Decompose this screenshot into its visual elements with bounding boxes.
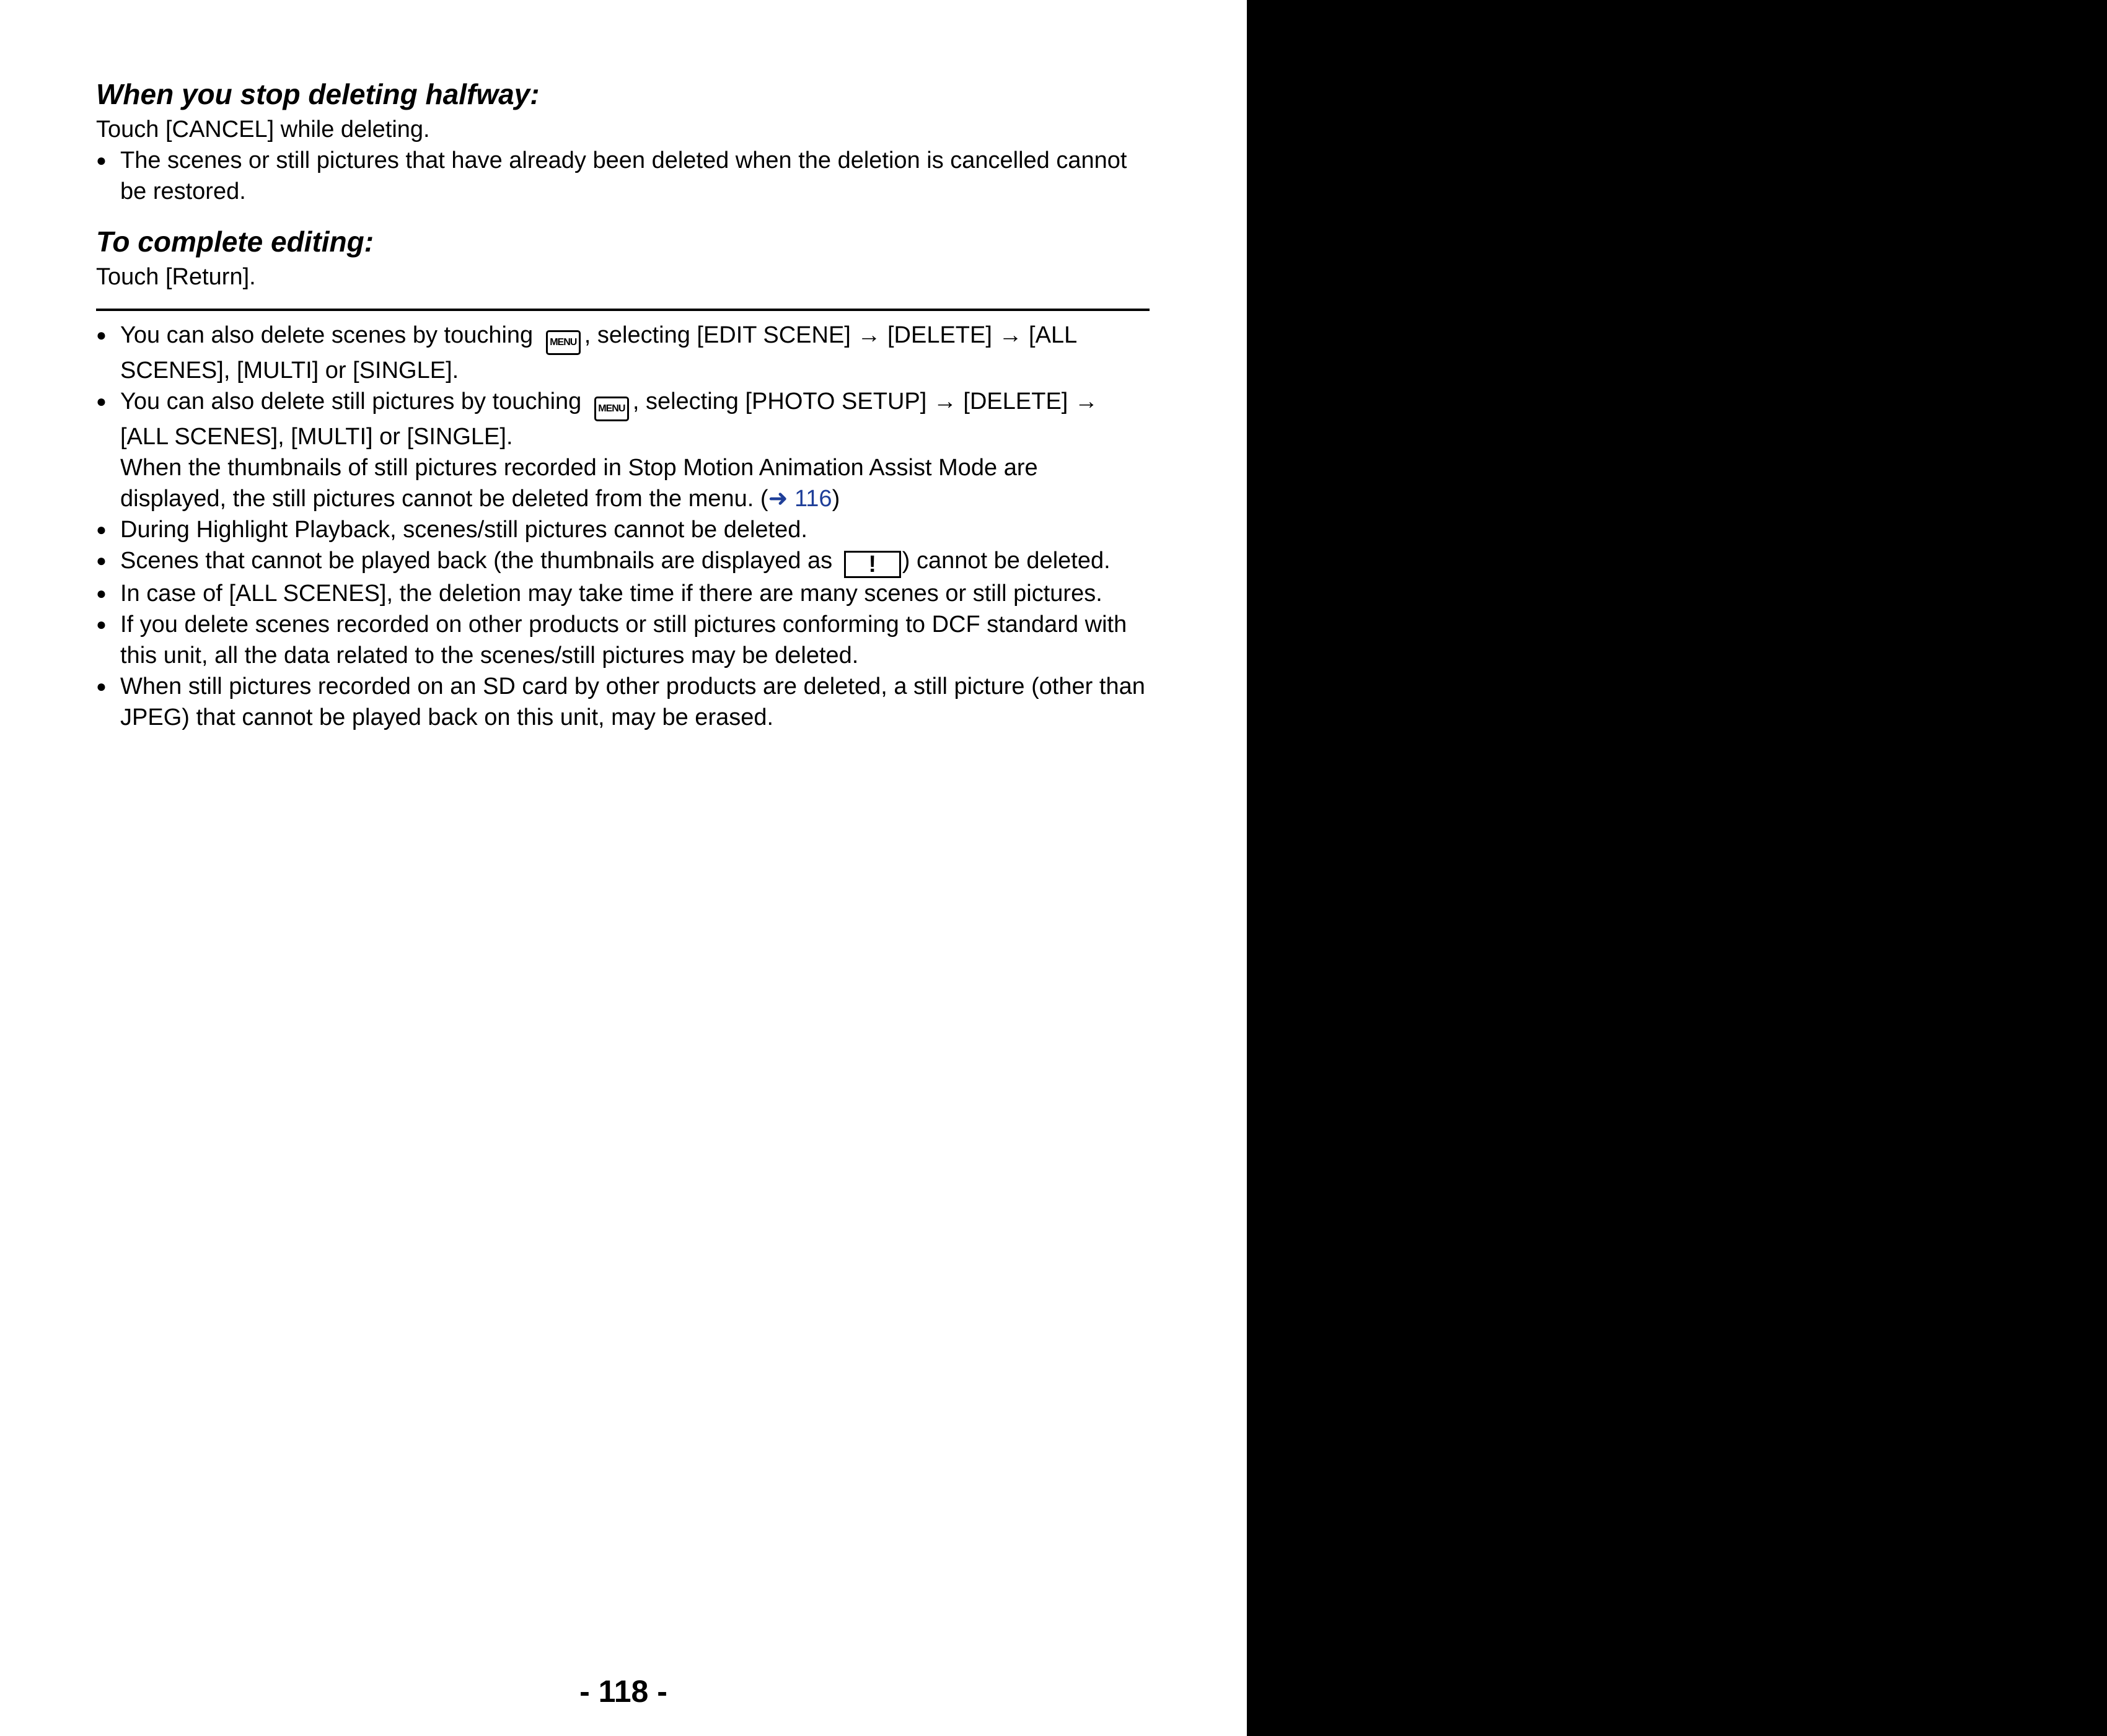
list-item [96, 145, 1150, 207]
note-text: In case of [ALL SCENES], the deletion may take time if there are many scenes or still pictures. [120, 581, 1102, 607]
cancel-notes [96, 145, 1150, 207]
spacer [96, 207, 1150, 222]
note-text: ) cannot be deleted. [902, 548, 1111, 574]
page-number: - 118 - [579, 1674, 667, 1709]
note-text: The scenes or still pictures that have already been deleted when the deletion is cancelled cannot be restored. [120, 147, 1127, 204]
bullet-icon: ● [96, 520, 107, 539]
list-item [96, 545, 1150, 578]
bullet-icon: ● [96, 325, 107, 344]
page-reference-link[interactable]: ➜ 116 [768, 486, 832, 512]
heading-stop-deleting: When you stop deleting halfway: [96, 78, 540, 110]
note-text: If you delete scenes recorded on other products or still pictures conforming to DCF standard with this unit, all the data related to the scenes/still pictures may be deleted. [120, 612, 1127, 669]
warning-icon: ! [844, 551, 901, 578]
note-text: You can also delete still pictures by touching [120, 388, 588, 414]
list-item [96, 671, 1150, 733]
return-instruction: Touch [Return]. [96, 264, 256, 290]
note-text: Scenes that cannot be played back (the thumbnails are displayed as [120, 548, 839, 574]
note-text: You can also delete scenes by touching [120, 322, 540, 348]
list-item [96, 514, 1150, 545]
bullet-icon: ● [96, 584, 107, 603]
divider [96, 309, 1150, 311]
notes-list [96, 320, 1150, 733]
menu-icon: MENU [594, 397, 629, 421]
bullet-icon: ● [96, 151, 107, 170]
bullet-icon: ● [96, 615, 107, 634]
note-text: ) [832, 486, 840, 512]
bullet-icon: ● [96, 551, 107, 570]
note-text: , selecting [PHOTO SETUP] → [DELETE] → [ALL SCENES], [MULTI] or [SINGLE]. [120, 388, 1098, 450]
list-item [96, 578, 1150, 609]
bullet-icon: ● [96, 677, 107, 696]
note-text: When the thumbnails of still pictures recorded in Stop Motion Animation Assist Mode are displayed, the still pictures cannot be deleted from the menu. ( [120, 455, 1038, 512]
cancel-instruction: Touch [CANCEL] while deleting. [96, 116, 430, 142]
note-text: , selecting [EDIT SCENE] → [DELETE] → [ALL SCENES], [MULTI] or [SINGLE]. [120, 322, 1076, 384]
menu-icon: MENU [546, 330, 581, 355]
heading-complete-editing: To complete editing: [96, 226, 374, 258]
note-text: When still pictures recorded on an SD card by other products are deleted, a still picture (other than JPEG) that cannot be played back on this unit, may be erased. [120, 673, 1145, 730]
note-text: During Highlight Playback, scenes/still pictures cannot be deleted. [120, 517, 807, 543]
list-item [96, 386, 1150, 514]
list-item [96, 320, 1150, 386]
bullet-icon: ● [96, 392, 107, 411]
list-item [96, 609, 1150, 671]
page-content [96, 74, 1150, 733]
